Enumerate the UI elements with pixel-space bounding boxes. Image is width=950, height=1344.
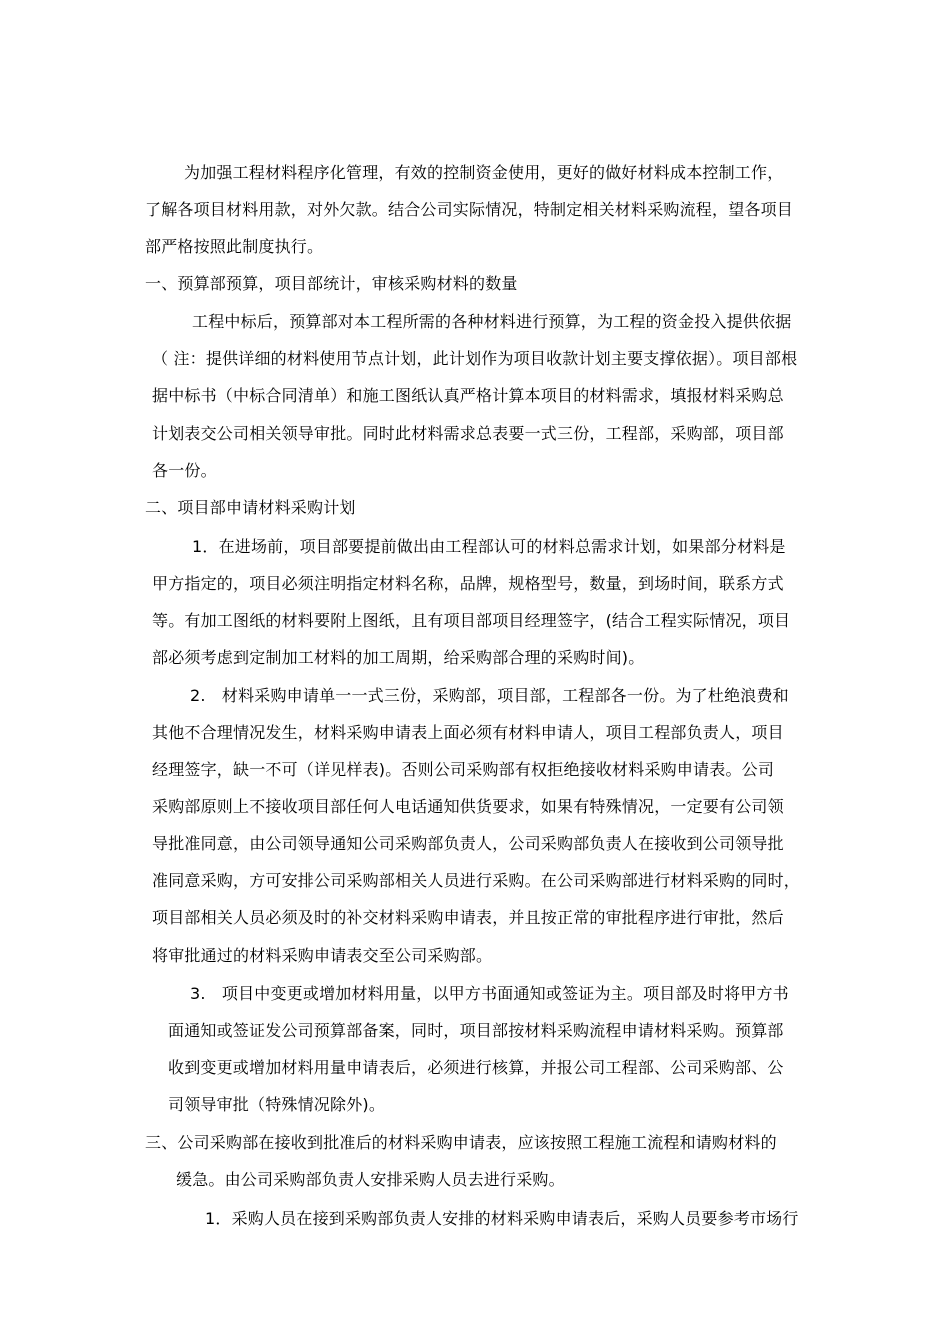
list-item-line: 收到变更或增加材料用量申请表后，必须进行核算，并报公司工程部、公司采购部、公 [168, 1058, 784, 1077]
intro-line: 部严格按照此制度执行。 [145, 237, 324, 256]
list-item-line: 部必须考虑到定制加工材料的加工周期，给采购部合理的采购时间)。 [152, 648, 645, 667]
intro-line: 为加强工程材料程序化管理，有效的控制资金使用，更好的做好材料成本控制工作， [184, 163, 784, 182]
section-line: 计划表交公司相关领导审批。同时此材料需求总表要一式三份，工程部，采购部，项目部 [152, 424, 784, 443]
list-item-line: 1．采购人员在接到采购部负责人安排的材料采购申请表后，采购人员要参考市场行 [205, 1209, 799, 1228]
section-line: 各一份。 [152, 461, 217, 480]
list-item-line: 司领导审批（特殊情况除外)。 [168, 1095, 386, 1114]
section-heading: 三、公司采购部在接收到批准后的材料采购申请表，应该按照工程施工流程和请购材料的 [145, 1133, 777, 1152]
list-item-line: 3. 项目中变更或增加材料用量，以甲方书面通知或签证为主。项目部及时将甲方书 [190, 984, 789, 1003]
list-item-line: 面通知或签证发公司预算部备案，同时，项目部按材料采购流程申请材料采购。预算部 [168, 1021, 784, 1040]
list-item-line: 采购部原则上不接收项目部任何人电话通知供货要求，如果有特殊情况，一定要有公司领 [152, 797, 784, 816]
section-heading: 二、项目部申请材料采购计划 [145, 498, 356, 517]
section-line: 缓急。由公司采购部负责人安排采购人员去进行采购。 [176, 1170, 565, 1189]
list-item-line: 等。有加工图纸的材料要附上图纸，且有项目部项目经理签字，(结合工程实际情况，项目 [152, 611, 791, 630]
section-line: 据中标书（中标合同清单）和施工图纸认真严格计算本项目的材料需求，填报材料采购总 [152, 386, 784, 405]
list-item-line: 1．在进场前，项目部要提前做出由工程部认可的材料总需求计划，如果部分材料是 [192, 537, 786, 556]
list-item-line: 导批准同意，由公司领导通知公司采购部负责人，公司采购部负责人在接收到公司领导批 [152, 834, 784, 853]
section-heading: 一、预算部预算，项目部统计，审核采购材料的数量 [145, 274, 518, 293]
section-line: （ 注：提供详细的材料使用节点计划，此计划作为项目收款计划主要支撑依据）。项目部根 [152, 349, 798, 368]
list-item-line: 经理签字，缺一不可（详见样表)。否则公司采购部有权拒绝接收材料采购申请表。公司 [152, 760, 775, 779]
section-line: 工程中标后，预算部对本工程所需的各种材料进行预算，为工程的资金投入提供依据 [192, 312, 792, 331]
list-item-line: 甲方指定的，项目必须注明指定材料名称，品牌，规格型号，数量，到场时间，联系方式 [152, 574, 784, 593]
list-item-line: 2. 材料采购申请单一一式三份，采购部，项目部，工程部各一份。为了杜绝浪费和 [190, 686, 789, 705]
list-item-line: 将审批通过的材料采购申请表交至公司采购部。 [152, 946, 493, 965]
list-item-line: 项目部相关人员必须及时的补交材料采购申请表，并且按正常的审批程序进行审批，然后 [152, 908, 784, 927]
list-item-line: 其他不合理情况发生，材料采购申请表上面必须有材料申请人，项目工程部负责人，项目 [152, 723, 784, 742]
intro-line: 了解各项目材料用款，对外欠款。结合公司实际情况，特制定相关材料采购流程，望各项目 [145, 200, 794, 219]
list-item-line: 准同意采购，方可安排公司采购部相关人员进行采购。在公司采购部进行材料采购的同时， [152, 871, 801, 890]
